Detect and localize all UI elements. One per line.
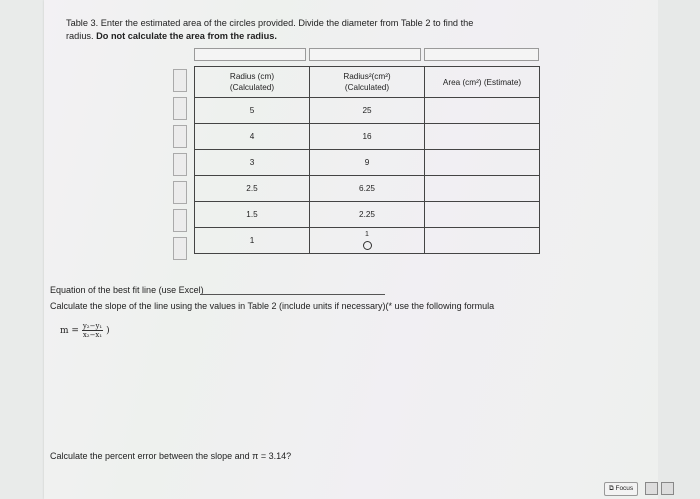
- slope-formula: [60, 322, 110, 339]
- slope-question: Calculate the slope of the line using the values in Table 2 (include units if necessary)(* use the following formula: [50, 301, 495, 311]
- best-fit-question: Equation of the best fit line (use Excel): [50, 285, 204, 295]
- formula-close: ): [106, 326, 110, 336]
- cell-radius: 4: [195, 124, 310, 150]
- side-box: [173, 209, 187, 232]
- header-cell-3[interactable]: [424, 48, 539, 61]
- radius-squared-value: 1: [365, 231, 369, 239]
- percent-error-question: Calculate the percent error between the slope and π = 3.14?: [50, 451, 292, 461]
- header-radius: Radius (cm) (Calculated): [195, 67, 310, 98]
- caption-line-2: [66, 30, 536, 43]
- table-header-row: [195, 67, 540, 98]
- table-caption: [66, 17, 536, 43]
- header-radius-squared: Radius²(cm²) (Calculated): [310, 67, 425, 98]
- caption-prefix: radius.: [66, 31, 97, 41]
- cell-radius-squared: 16: [310, 124, 425, 150]
- cell-area[interactable]: [425, 202, 540, 228]
- header-area: Area (cm²) (Estimate): [425, 67, 540, 98]
- side-box: [173, 237, 187, 260]
- cell-radius-squared: 2.25: [310, 202, 425, 228]
- cell-radius: 1: [195, 228, 310, 254]
- cell-area[interactable]: [425, 98, 540, 124]
- formula-lhs: m =: [60, 326, 79, 336]
- row-side-boxes: [173, 69, 187, 265]
- table-row: [195, 176, 540, 202]
- best-fit-answer-line[interactable]: [200, 294, 385, 295]
- web-layout-icon[interactable]: [661, 482, 674, 495]
- table-row: [195, 98, 540, 124]
- left-margin: [0, 0, 44, 499]
- side-box: [173, 153, 187, 176]
- header-input-cells: [194, 48, 542, 60]
- cell-radius: 5: [195, 98, 310, 124]
- side-box: [173, 97, 187, 120]
- cell-radius-squared: [310, 228, 425, 254]
- focus-button[interactable]: [604, 482, 638, 496]
- cell-radius: 3: [195, 150, 310, 176]
- formula-numerator: y₂−y₁: [82, 322, 103, 330]
- cell-radius-squared: 6.25: [310, 176, 425, 202]
- focus-icon: ⧉: [609, 485, 614, 492]
- cell-area[interactable]: [425, 150, 540, 176]
- circle-icon: [363, 241, 372, 250]
- caption-line-1: Table 3. Enter the estimated area of the circles provided. Divide the diameter from Table 2 to find the: [66, 18, 474, 28]
- cell-area[interactable]: [425, 176, 540, 202]
- cell-area[interactable]: [425, 124, 540, 150]
- cell-radius-squared: 25: [310, 98, 425, 124]
- formula-denominator: x₂−x₁: [82, 331, 103, 339]
- cell-radius-squared: 9: [310, 150, 425, 176]
- side-box: [173, 125, 187, 148]
- right-margin: [658, 0, 700, 499]
- table-row: [195, 150, 540, 176]
- side-box: [173, 181, 187, 204]
- table-row: [195, 228, 540, 254]
- formula-fraction: [82, 322, 103, 339]
- caption-bold: Do not calculate the area from the radius.: [96, 31, 277, 41]
- side-box: [173, 69, 187, 92]
- header-cell-1[interactable]: [194, 48, 306, 61]
- focus-label: Focus: [615, 485, 634, 492]
- cell-area[interactable]: [425, 228, 540, 254]
- header-cell-2[interactable]: [309, 48, 421, 61]
- cell-radius: 1.5: [195, 202, 310, 228]
- cell-radius: 2.5: [195, 176, 310, 202]
- print-layout-icon[interactable]: [645, 482, 658, 495]
- table-row: [195, 202, 540, 228]
- data-table: [194, 66, 540, 254]
- table-row: [195, 124, 540, 150]
